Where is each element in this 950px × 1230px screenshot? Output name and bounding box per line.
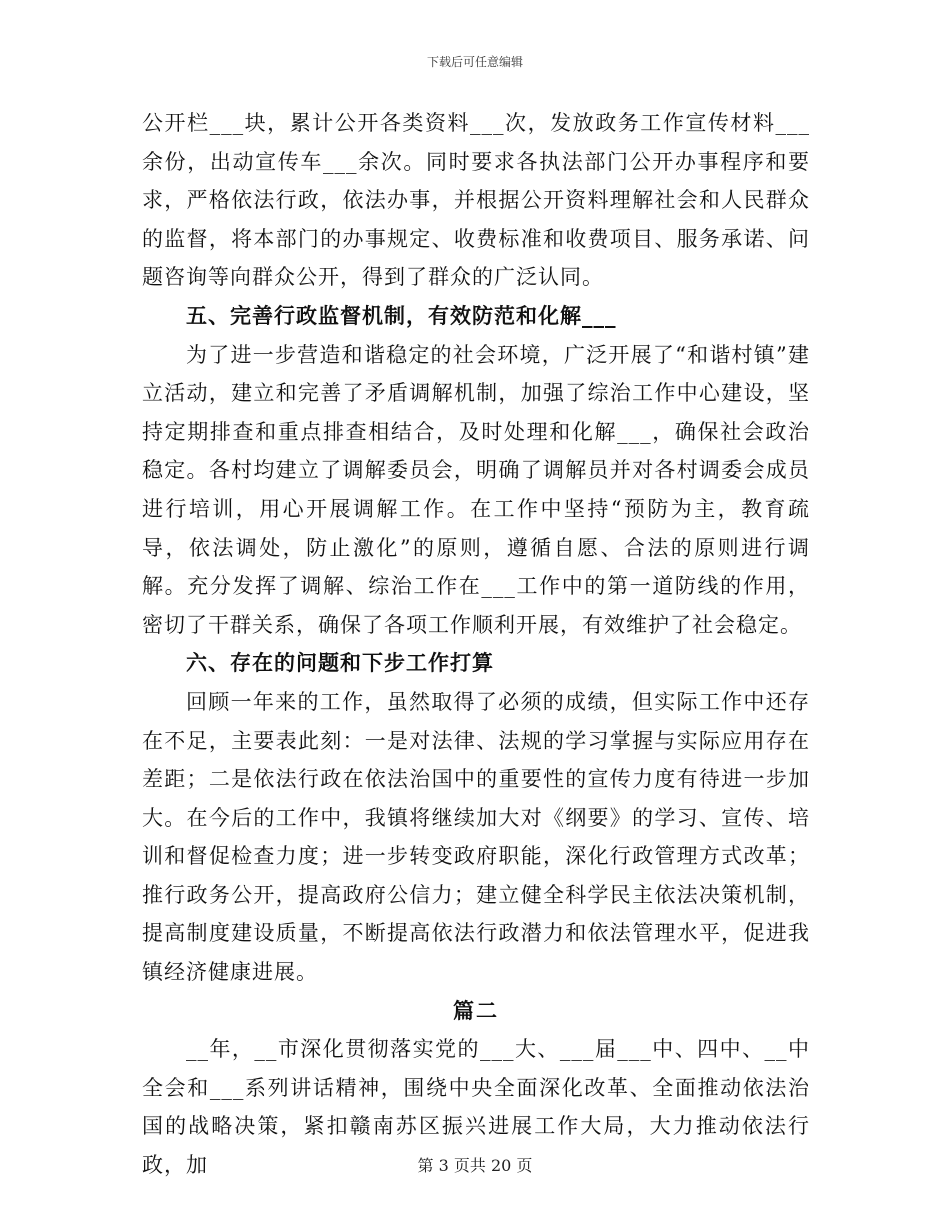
page-header: 下载后可任意编辑 bbox=[426, 55, 523, 69]
section-title-part-two: 篇二 bbox=[453, 997, 499, 1023]
paragraph-disclosure: 公开栏___块，累计公开各类资料___次，发放政务工作宣传材料___余份，出动宣传车___余次。同时要求各执法部门公开办事程序和要求，严格依法行政，依法办事，并根据公开资料理解社会和人民群众的监督，将本部门的办事规定、收费标准和收费项目、服务承诺、问题咨询等向群众公开，得到了群众的广泛认同。 bbox=[142, 111, 810, 290]
document-body bbox=[142, 104, 810, 1185]
page-number: 第 3 页共 20 页 bbox=[417, 1156, 533, 1175]
heading-section-five: 五、完善行政监督机制，有效防范和化解___ bbox=[186, 302, 617, 328]
paragraph-review: 回顾一年来的工作，虽然取得了必须的成绩，但实际工作中还存在不足，主要表此刻：一是对法律、法规的学习掌握与实际应用存在差距；二是依法行政在依法治国中的重要性的宣传力度有待进一步加大。在今后的工作中，我镇将继续加大对《纲要》的学习、宣传、培训和督促检查力度；进一步转变政府职能，深化行政管理方式改革；推行政务公开，提高政府公信力；建立健全科学民主依法决策机制，提高制度建设质量，不断提高依法行政潜力和依法管理水平，促进我镇经济健康进展。 bbox=[142, 689, 810, 985]
paragraph-mediation: 为了进一步营造和谐稳定的社会环境，广泛开展了“和谐村镇”建立活动，建立和完善了矛盾调解机制，加强了综治工作中心建设，坚持定期排查和重点排查相结合，及时处理和化解___，确保社会政治稳定。各村均建立了调解委员会，明确了调解员并对各村调委会成员进行培训，用心开展调解工作。在工作中坚持“预防为主，教育疏导，依法调处，防止激化”的原则，遵循自愿、合法的原则进行调解。充分发挥了调解、综治工作在___工作中的第一道防线的作用，密切了干群关系，确保了各项工作顺利开展，有效维护了社会稳定。 bbox=[142, 342, 810, 637]
paragraph-part-two-intro: __年，__市深化贯彻落实党的___大、___届___中、四中、__中全会和___系列讲话精神，围绕中央全面深化改革、全面推动依法治国的战略决策，紧扣赣南苏区振兴进展工作大局，大力推动依法行政，加 bbox=[142, 1037, 810, 1178]
heading-section-six: 六、存在的问题和下步工作打算 bbox=[186, 650, 494, 676]
